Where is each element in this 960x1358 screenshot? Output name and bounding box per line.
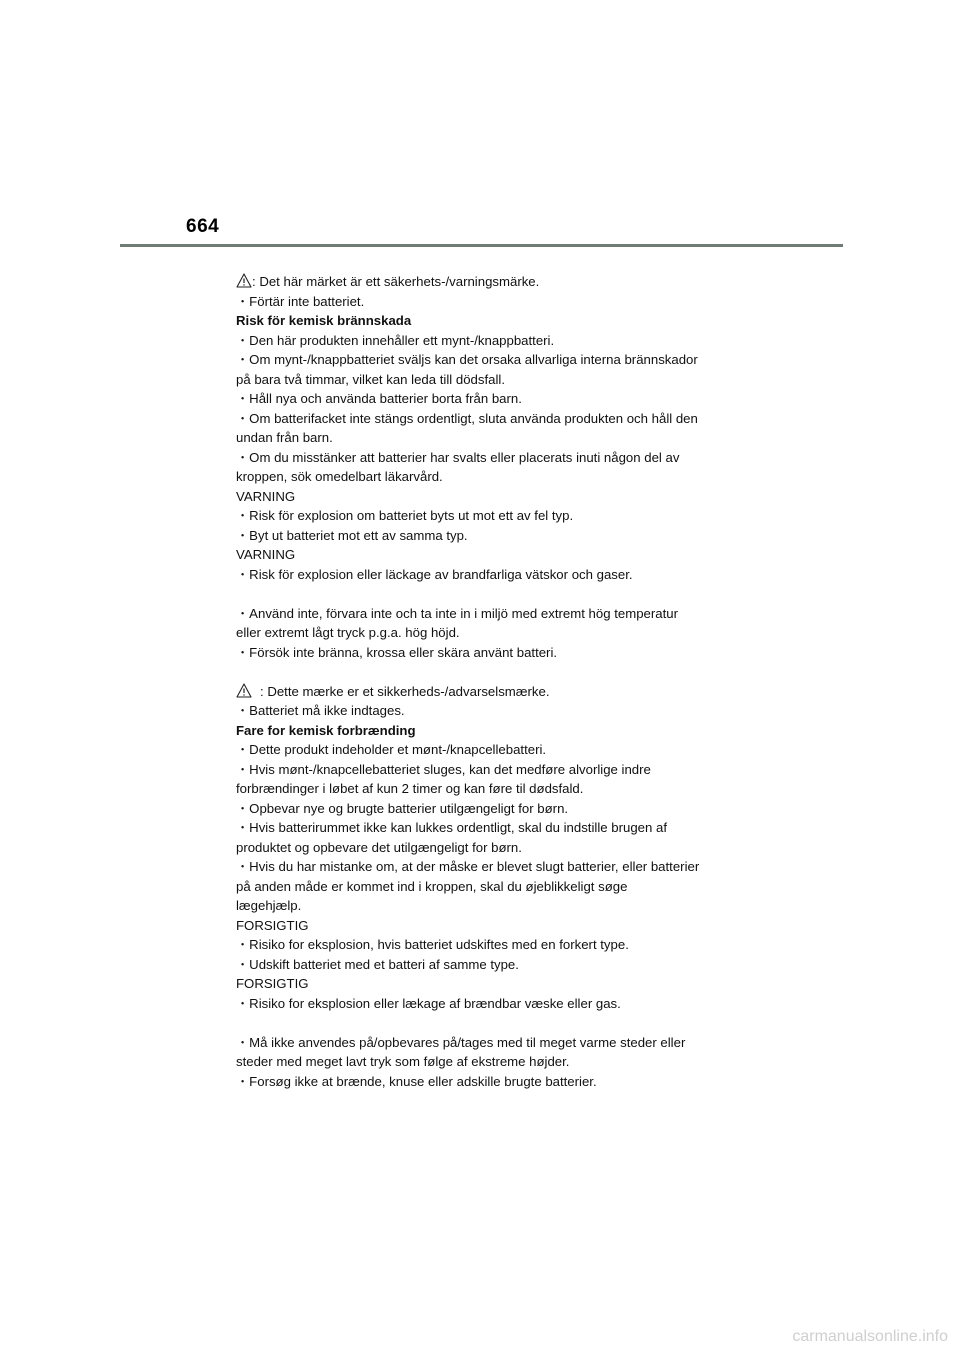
- text-line: kroppen, sök omedelbart läkarvård.: [236, 469, 443, 484]
- text-line: ・Hvis mønt-/knapcellebatteriet sluges, kan det medføre alvorlige indre: [236, 761, 651, 777]
- text-line: ・Om mynt-/knappbatteriet sväljs kan det orsaka allvarliga interna brännskador: [236, 352, 698, 367]
- footer-watermark[interactable]: carmanualsonline.info: [792, 1328, 948, 1345]
- text-line: ・Om du misstänker att batterier har svalts eller placerats inuti någon del av: [236, 449, 680, 465]
- text-line: forbrændinger i løbet af kun 2 timer og kan føre til dødsfald.: [236, 781, 584, 796]
- text-line: steder med meget lavt tryk som følge af ekstreme højder.: [236, 1054, 570, 1069]
- text-line: ・Förtär inte batteriet.: [236, 293, 365, 309]
- text-line: ・Risiko for eksplosion, hvis batteriet udskiftes med en forkert type.: [236, 937, 629, 952]
- warning-triangle-icon: [236, 273, 252, 288]
- warning-symbol-line: [236, 682, 756, 702]
- text-line: ・Risiko for eksplosion eller lækage af brændbar væske eller gas.: [236, 995, 621, 1011]
- text-line: ・Försök inte bränna, krossa eller skära använt batteri.: [236, 644, 558, 660]
- text-line: ・Hvis du har mistanke om, at der måske er blevet slugt batterier, eller batterier: [236, 859, 700, 874]
- warning-label: FORSIGTIG: [236, 976, 309, 991]
- text-line: ・Dette produkt indeholder et mønt-/knapcellebatteri.: [236, 742, 547, 757]
- text-line: ・Batteriet må ikke indtages.: [236, 703, 405, 718]
- section-danish: [236, 682, 756, 1092]
- text-line: ・Risk för explosion om batteriet byts ut mot ett av fel typ.: [236, 508, 574, 523]
- page-number: 664: [186, 216, 220, 237]
- warning-label: FORSIGTIG: [236, 917, 309, 933]
- text-line: på bara två timmar, vilket kan leda till dödsfall.: [236, 371, 506, 387]
- warning-symbol-line: [236, 272, 756, 292]
- text-line: eller extremt lågt tryck p.g.a. hög höjd.: [236, 625, 460, 640]
- text-line: på anden måde er kommet ind i kroppen, skal du øjeblikkeligt søge: [236, 878, 628, 894]
- text-line: ・Den här produkten innehåller ett mynt-/knappbatteri.: [236, 332, 555, 348]
- warning-label: VARNING: [236, 547, 296, 562]
- blank-line: [236, 1013, 756, 1033]
- text-line: ・Om batterifacket inte stängs ordentligt, sluta använda produkten och håll den: [236, 410, 698, 426]
- warning-label: VARNING: [236, 488, 296, 504]
- header-rule: [120, 244, 843, 247]
- text-line: ・Forsøg ikke at brænde, knuse eller adskille brugte batterier.: [236, 1073, 597, 1089]
- text-line: undan från barn.: [236, 430, 333, 445]
- warning-triangle-icon: [236, 683, 252, 698]
- section-heading: Risk för kemisk brännskada: [236, 313, 412, 328]
- text-line: ・Må ikke anvendes på/opbevares på/tages med til meget varme steder eller: [236, 1034, 686, 1050]
- warning-symbol-text: : Det här märket är ett säkerhets-/varningsmärke.: [252, 274, 540, 289]
- page-content: [236, 272, 756, 1091]
- blank-line: [236, 584, 756, 604]
- text-line: ・Håll nya och använda batterier borta från barn.: [236, 391, 522, 406]
- text-line: ・Byt ut batteriet mot ett av samma typ.: [236, 527, 468, 543]
- text-line: ・Hvis batterirummet ikke kan lukkes ordentligt, skal du indstille brugen af: [236, 820, 667, 835]
- text-line: produktet og opbevare det utilgængeligt for børn.: [236, 839, 522, 855]
- text-line: ・Använd inte, förvara inte och ta inte in i miljö med extremt hög temperatur: [236, 605, 678, 621]
- text-line: lægehjælp.: [236, 898, 302, 913]
- warning-symbol-text: : Dette mærke er et sikkerheds-/advarselsmærke.: [260, 683, 550, 699]
- text-line: ・Opbevar nye og brugte batterier utilgængeligt for børn.: [236, 800, 569, 816]
- section-heading: Fare for kemisk forbrænding: [236, 722, 416, 738]
- text-line: ・Risk för explosion eller läckage av brandfarliga vätskor och gaser.: [236, 566, 633, 582]
- section-swedish: [236, 272, 756, 662]
- text-line: ・Udskift batteriet med et batteri af samme type.: [236, 956, 519, 972]
